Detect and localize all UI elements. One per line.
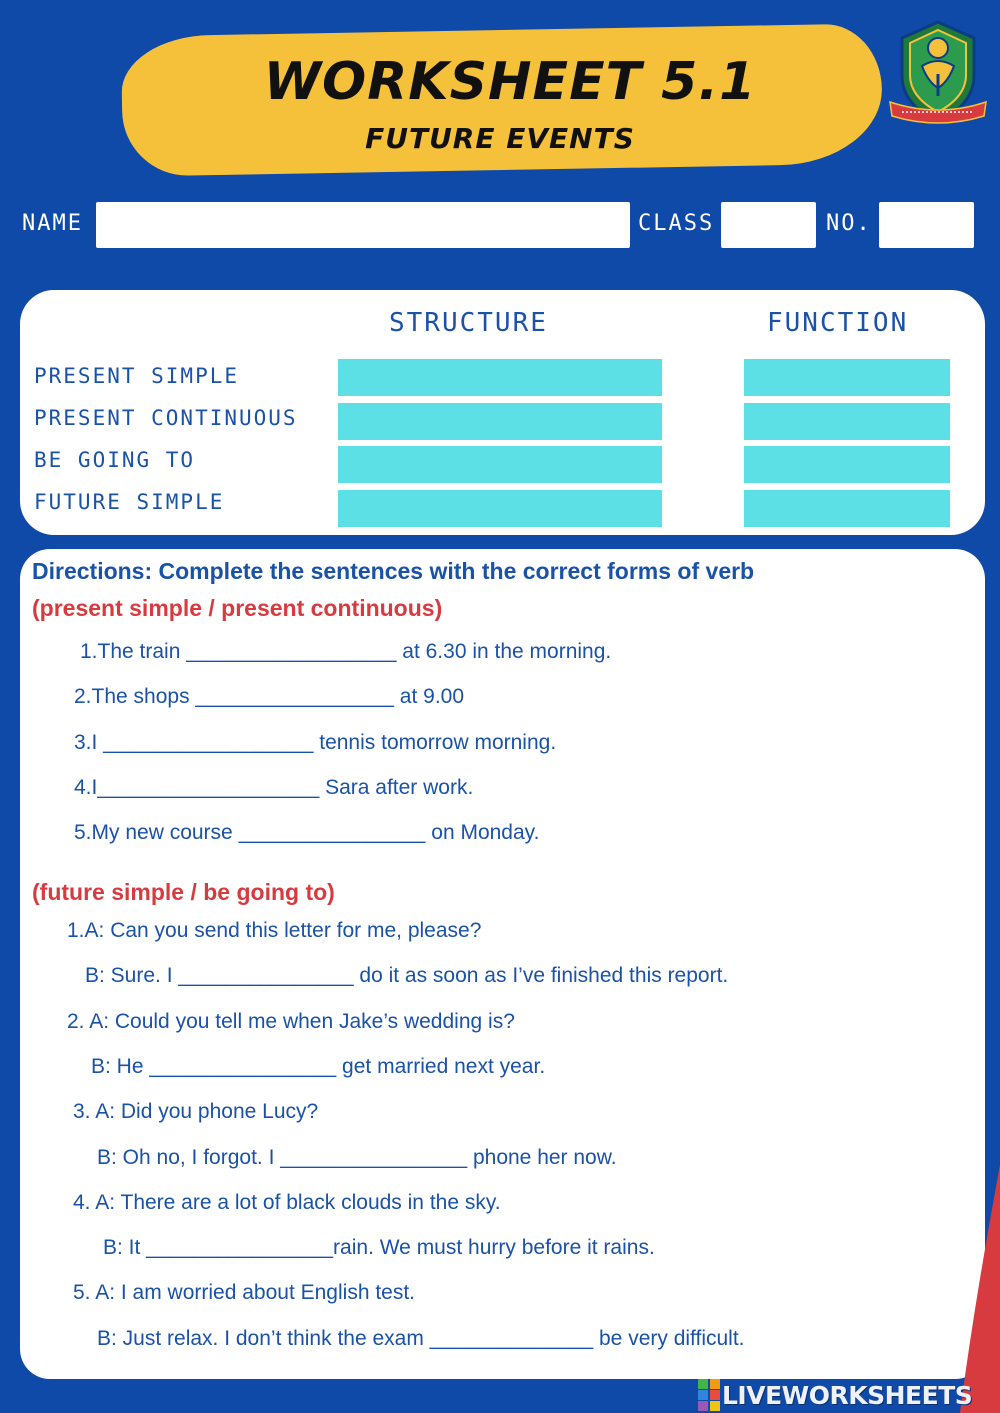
structure-answer-box[interactable] [338, 490, 662, 527]
function-answer-box[interactable] [744, 446, 950, 483]
part1-item: 3.I __________________ tennis tomorrow morning. [74, 731, 557, 754]
part2-item: 3. A: Did you phone Lucy? [73, 1100, 319, 1123]
part2-item: 4. A: There are a lot of black clouds in the sky. [73, 1191, 501, 1214]
part1-heading: (present simple / present continuous) [32, 595, 443, 621]
part2-item: 1.A: Can you send this letter for me, please? [67, 919, 482, 942]
row-label-present-continuous: PRESENT CONTINUOUS [34, 406, 298, 430]
watermark-text: LIVEWORKSHEETS [722, 1380, 973, 1410]
structure-answer-box[interactable] [338, 446, 662, 483]
class-label: CLASS [638, 211, 715, 236]
structure-header: STRUCTURE [389, 308, 548, 338]
function-header: FUNCTION [767, 308, 909, 338]
part1-item: 2.The shops _________________ at 9.00 [74, 685, 465, 708]
decorative-corner-shape [960, 1165, 1000, 1413]
liveworksheets-watermark [698, 1378, 972, 1412]
row-label-present-simple: PRESENT SIMPLE [34, 364, 240, 388]
name-field[interactable] [96, 202, 630, 248]
part1-item: 5.My new course ________________ on Monday. [74, 821, 540, 844]
worksheet-subtitle: FUTURE EVENTS [365, 122, 635, 155]
part2-heading: (future simple / be going to) [32, 879, 335, 905]
part2-item: 5. A: I am worried about English test. [73, 1281, 416, 1304]
part2-item: B: Just relax. I don’t think the exam ______________ be very difficult. [97, 1327, 745, 1350]
part2-item: B: Oh no, I forgot. I ________________ phone her now. [97, 1146, 617, 1169]
part2-item: B: It ________________rain. We must hurry before it rains. [103, 1236, 655, 1259]
function-answer-box[interactable] [744, 403, 950, 440]
school-crest-icon [888, 18, 988, 128]
structure-answer-box[interactable] [338, 403, 662, 440]
number-field[interactable] [879, 202, 974, 248]
name-label: NAME [22, 211, 83, 236]
structure-answer-box[interactable] [338, 359, 662, 396]
row-label-future-simple: FUTURE SIMPLE [34, 490, 225, 514]
part2-item: 2. A: Could you tell me when Jake’s wedding is? [67, 1010, 515, 1033]
part1-item: 1.The train __________________ at 6.30 in the morning. [80, 640, 612, 663]
part2-item: B: He ________________ get married next year. [91, 1055, 546, 1078]
function-answer-box[interactable] [744, 359, 950, 396]
function-answer-box[interactable] [744, 490, 950, 527]
part1-item: 4.I___________________ Sara after work. [74, 776, 474, 799]
worksheet-title: WORKSHEET 5.1 [263, 52, 757, 112]
liveworksheets-logo-icon [698, 1379, 720, 1411]
row-label-be-going-to: BE GOING TO [34, 448, 196, 472]
part2-item: B: Sure. I _______________ do it as soon as I’ve finished this report. [85, 964, 729, 987]
directions-text: Directions: Complete the sentences with the correct forms of verb [32, 558, 755, 584]
number-label: NO. [826, 211, 872, 236]
class-field[interactable] [721, 202, 816, 248]
